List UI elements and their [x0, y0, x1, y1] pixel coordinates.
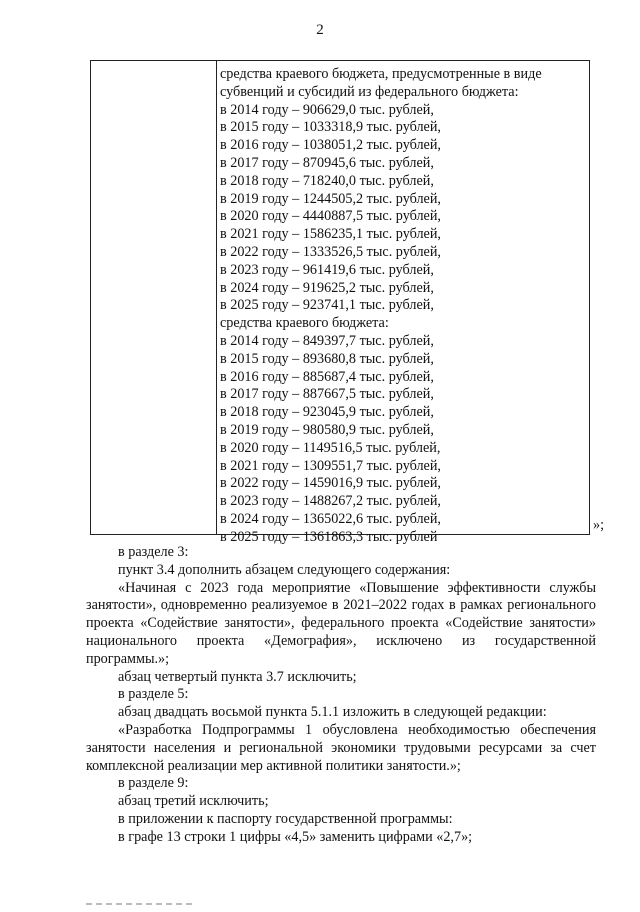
regional-row-2019: в 2019 году – 980580,9 тыс. рублей,: [220, 421, 434, 438]
federal-row-2024: в 2024 году – 919625,2 тыс. рублей,: [220, 279, 434, 296]
regional-row-2021: в 2021 году – 1309551,7 тыс. рублей,: [220, 457, 441, 474]
section-9-heading: в разделе 9:: [118, 775, 189, 792]
federal-row-2017: в 2017 году – 870945,6 тыс. рублей,: [220, 154, 434, 171]
regional-row-2022: в 2022 году – 1459016,9 тыс. рублей,: [220, 475, 441, 492]
quote-paragraph-2: «Разработка Подпрограммы 1 обусловлена необходимостью обеспечения занятости населения и региональной экономики трудовыми ресурсами за счет комплексной реализации мер активной политики занятости.»;: [86, 721, 596, 774]
federal-row-2022: в 2022 году – 1333526,5 тыс. рублей,: [220, 243, 441, 260]
regional-row-2017: в 2017 году – 887667,5 тыс. рублей,: [220, 386, 434, 403]
regional-row-2018: в 2018 году – 923045,9 тыс. рублей,: [220, 404, 434, 421]
table-content: [220, 66, 585, 547]
regional-row-2024: в 2024 году – 1365022,6 тыс. рублей,: [220, 510, 441, 527]
regional-row-2016: в 2016 году – 885687,4 тыс. рублей,: [220, 368, 434, 385]
page-number: 2: [316, 22, 324, 38]
federal-row-2025: в 2025 году – 923741,1 тыс. рублей,: [220, 297, 434, 314]
quote-paragraph-1: «Начиная с 2023 года мероприятие «Повышение эффективности службы занятости», одновременно реализуемое в 2021–2022 годах в рамках регионального проекта «Содействие занятости», федерального проекта «Содействие занятости» национального проекта «Демография», исключено из государственной программы.»;: [86, 579, 596, 667]
item-9-instruction: абзац третий исключить;: [118, 793, 269, 810]
section-3-heading: в разделе 3:: [118, 544, 189, 560]
appendix-instruction: в приложении к паспорту государственной программы:: [118, 810, 453, 827]
federal-row-2016: в 2016 году – 1038051,2 тыс. рублей,: [220, 137, 441, 154]
federal-row-2015: в 2015 году – 1033318,9 тыс. рублей,: [220, 119, 441, 136]
item-3-4-instruction: пункт 3.4 дополнить абзацем следующего содержания:: [118, 561, 451, 578]
federal-row-2020: в 2020 году – 4440887,5 тыс. рублей,: [220, 208, 441, 225]
federal-row-2018: в 2018 году – 718240,0 тыс. рублей,: [220, 172, 434, 189]
regional-row-2023: в 2023 году – 1488267,2 тыс. рублей,: [220, 493, 441, 510]
federal-row-2019: в 2019 году – 1244505,2 тыс. рублей,: [220, 190, 441, 207]
federal-row-2023: в 2023 году – 961419,6 тыс. рублей,: [220, 261, 434, 278]
regional-heading: средства краевого бюджета:: [220, 315, 389, 332]
item-3-7-instruction: абзац четвертый пункта 3.7 исключить;: [118, 668, 357, 685]
footer-scan-artifact: [86, 903, 196, 905]
regional-row-2020: в 2020 году – 1149516,5 тыс. рублей,: [220, 439, 441, 456]
table-heading-line: средства краевого бюджета, предусмотренные в виде: [220, 66, 542, 82]
section-5-heading: в разделе 5:: [118, 686, 189, 703]
closing-quote-mark: »;: [593, 517, 605, 533]
column-13-instruction: в графе 13 строки 1 цифры «4,5» заменить цифрами «2,7»;: [118, 828, 473, 845]
table-heading-line: субвенций и субсидий из федерального бюджета:: [220, 83, 519, 100]
amendment-text: [86, 544, 596, 847]
regional-row-2025: в 2025 году – 1361863,3 тыс. рублей: [220, 528, 438, 545]
table-column-divider: [216, 61, 217, 534]
regional-row-2014: в 2014 году – 849397,7 тыс. рублей,: [220, 332, 434, 349]
federal-row-2021: в 2021 году – 1586235,1 тыс. рублей,: [220, 226, 441, 243]
regional-row-2015: в 2015 году – 893680,8 тыс. рублей,: [220, 350, 434, 367]
budget-table: [90, 60, 590, 545]
federal-row-2014: в 2014 году – 906629,0 тыс. рублей,: [220, 101, 434, 118]
item-5-1-1-instruction: абзац двадцать восьмой пункта 5.1.1 изложить в следующей редакции:: [118, 704, 547, 721]
